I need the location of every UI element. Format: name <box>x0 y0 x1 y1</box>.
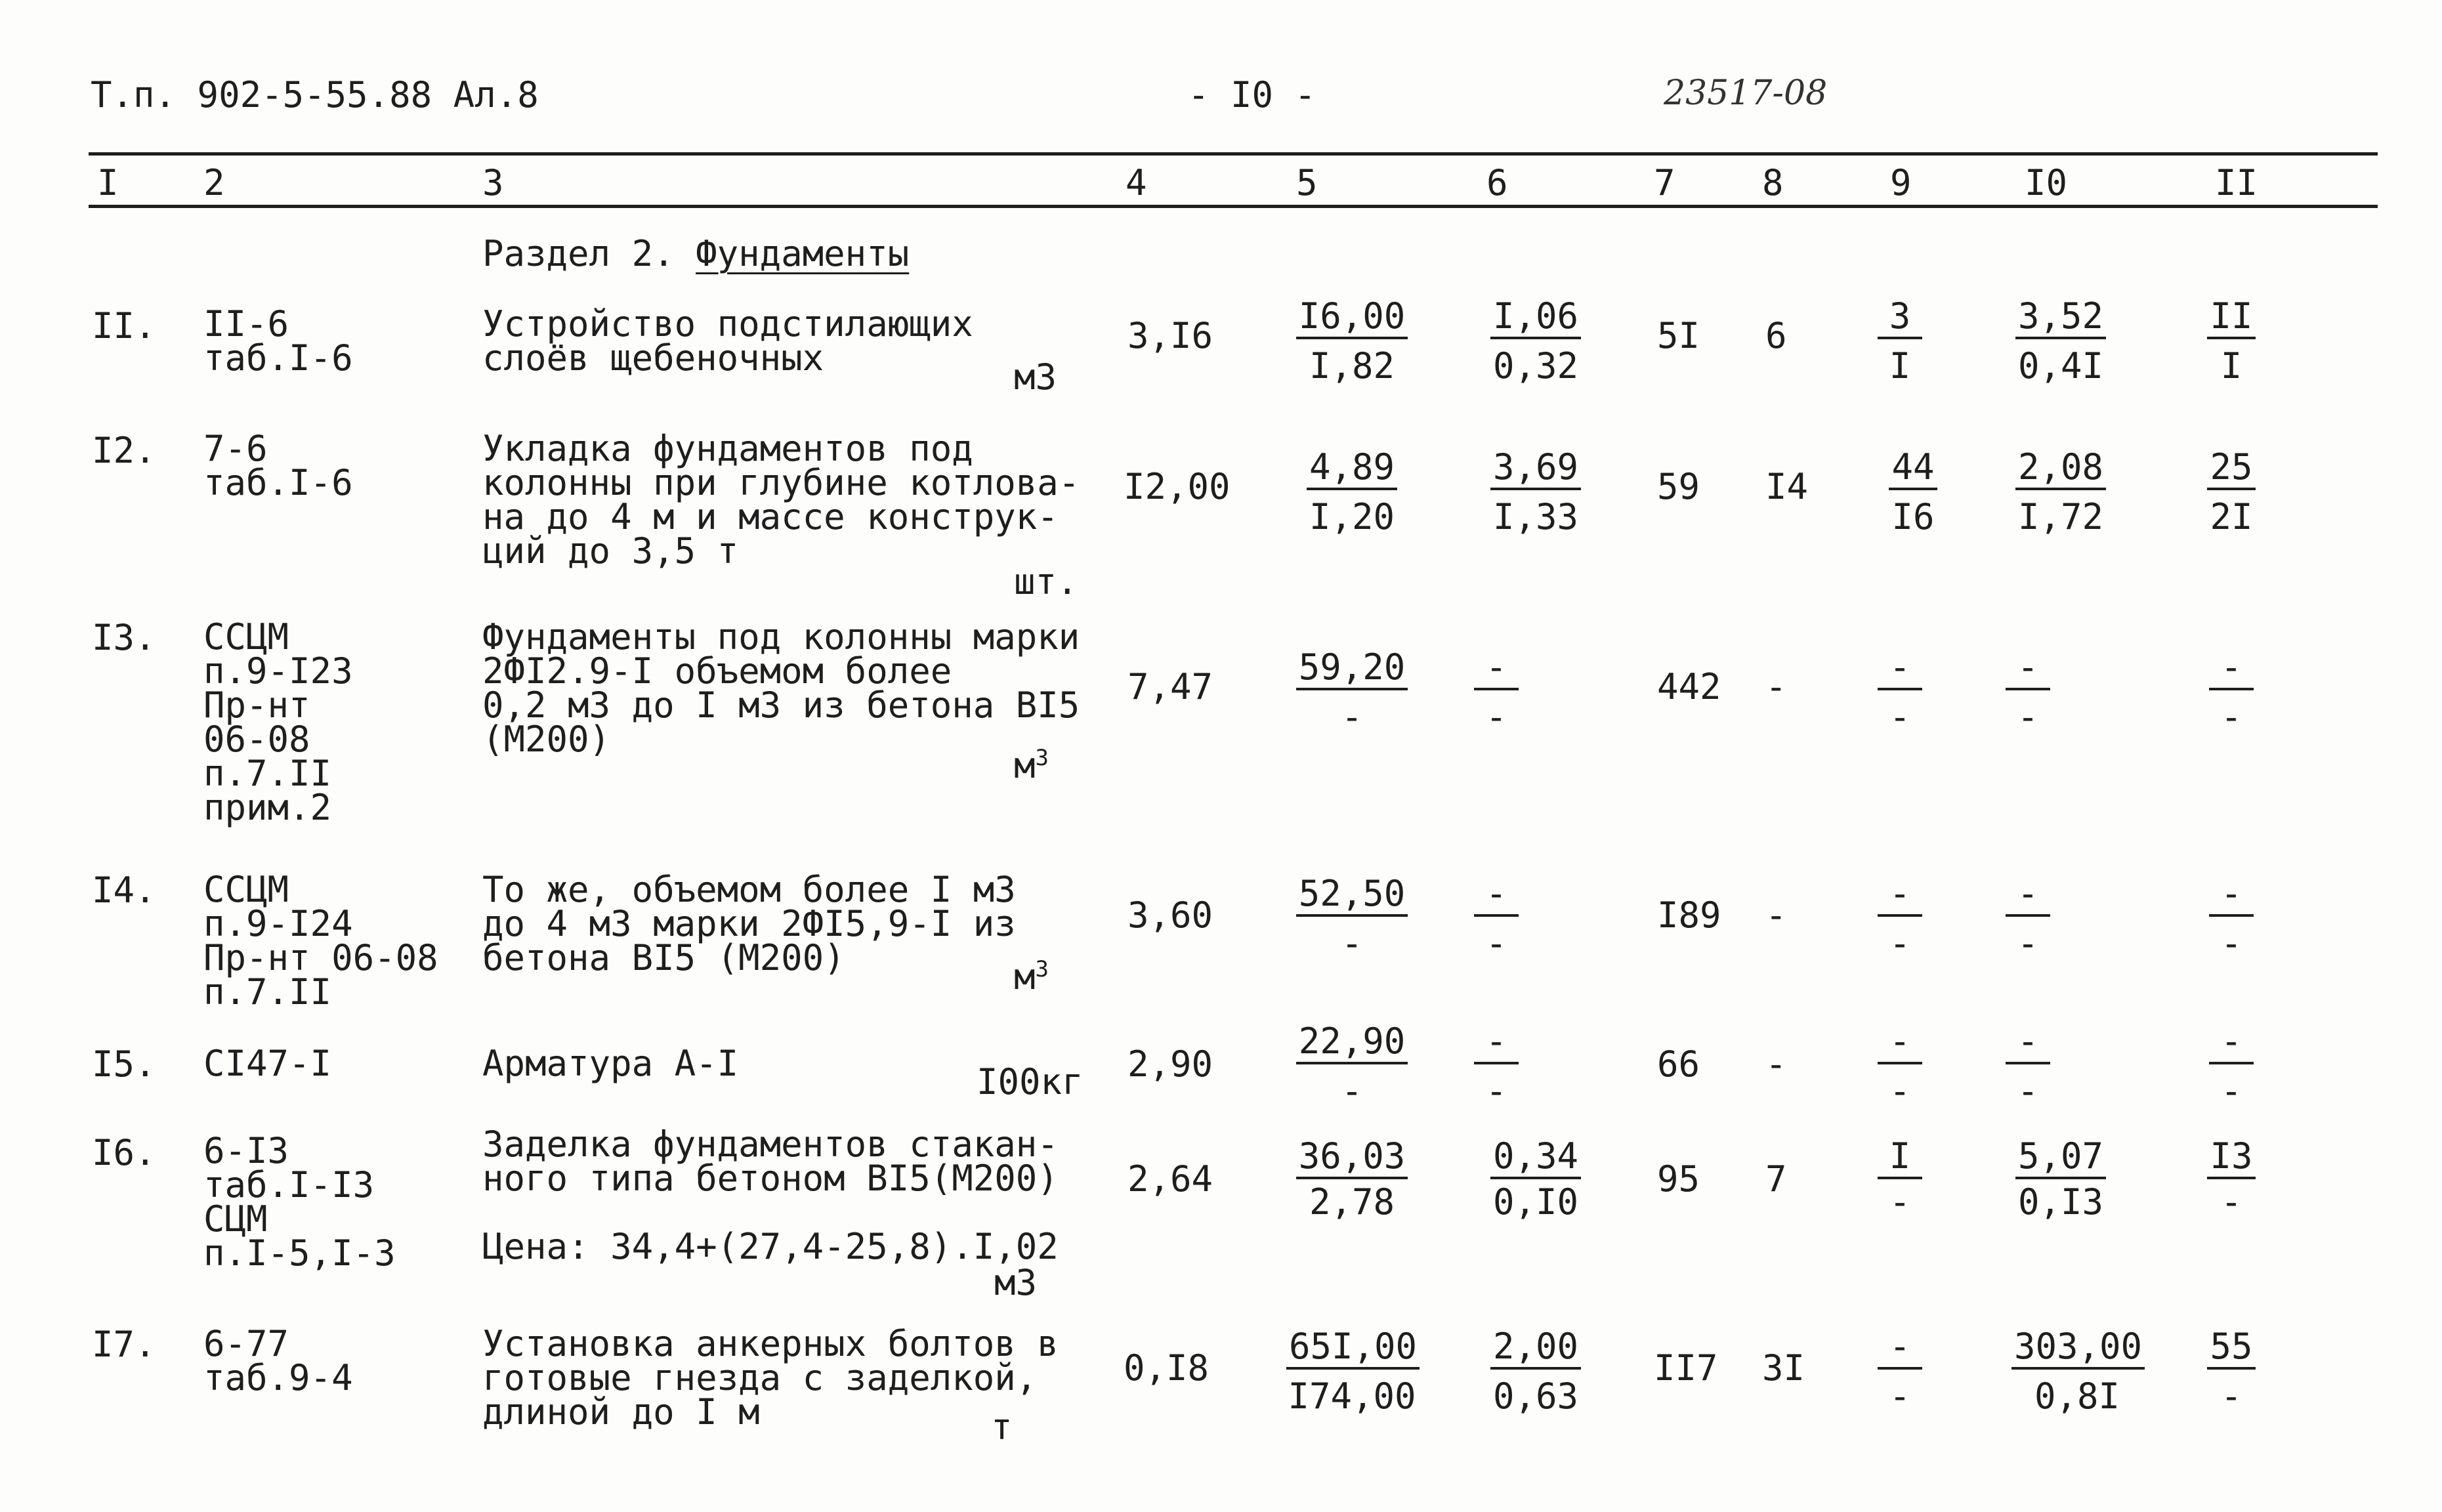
col5-bottom: - <box>1341 696 1363 738</box>
col8-value: 3I <box>1762 1347 1805 1389</box>
col6-fraction <box>1431 873 1562 964</box>
col6-bottom: - <box>1485 923 1507 964</box>
col6-bottom: I,33 <box>1492 496 1579 537</box>
col11-top: II <box>2207 299 2255 339</box>
unit: шт. <box>1014 561 1078 602</box>
col10-top: 5,07 <box>2015 1139 2106 1179</box>
price-code: 6-77 таб.9-4 <box>203 1323 353 1398</box>
quantity: I2,00 <box>1124 466 1231 507</box>
unit-superscript: 3 <box>1035 745 1049 771</box>
quantity: 7,47 <box>1127 666 1213 707</box>
row-number: I3. <box>92 617 156 658</box>
work-description: То же, объемом более I м3 до 4 м3 марки 2ФI5,9-I из бетона BI5 (М200) <box>482 869 1016 978</box>
col6-top: 3,69 <box>1490 450 1581 490</box>
row-number: I4. <box>92 870 156 911</box>
col5-top: I6,00 <box>1296 299 1408 339</box>
work-description: Заделка фундаментов стакан- ного типа бетоном BI5(М200) Цена: 34,4+(27,4-25,8).I,02 <box>482 1124 1059 1267</box>
section-prefix: Раздел 2. <box>482 233 696 274</box>
unit <box>1014 745 1049 786</box>
row-number: II. <box>92 305 156 346</box>
col9-top: - <box>1878 650 1922 690</box>
col9-bottom: I6 <box>1891 496 1935 537</box>
col11-bottom: - <box>2220 1181 2242 1223</box>
col10-fraction <box>1995 1135 2126 1223</box>
col-header-3: 3 <box>482 162 504 203</box>
col6-fraction <box>1431 646 1562 738</box>
col10-top: 2,08 <box>2015 450 2106 490</box>
col11-top: 55 <box>2207 1329 2255 1370</box>
col7-value: 442 <box>1657 666 1721 707</box>
col9-top: - <box>1878 1024 1922 1064</box>
col10-bottom: - <box>2017 1070 2039 1112</box>
col8-value: - <box>1765 666 1787 707</box>
col10-bottom: 0,I3 <box>2017 1181 2104 1223</box>
col10-bottom: - <box>2017 696 2039 738</box>
col11-fraction <box>2166 1020 2297 1112</box>
row-number: I2. <box>92 430 156 471</box>
col9-fraction <box>1834 295 1966 387</box>
col6-top: I,06 <box>1490 299 1581 339</box>
col5-top: 22,90 <box>1296 1024 1408 1064</box>
table-header-rule <box>89 205 2378 208</box>
col10-fraction <box>1962 873 2094 964</box>
col9-bottom: - <box>1889 1181 1911 1223</box>
col9-fraction <box>1834 646 1966 738</box>
col8-value: 7 <box>1765 1158 1787 1200</box>
col6-fraction <box>1470 1135 1601 1223</box>
col11-fraction <box>2166 646 2297 738</box>
col10-bottom: - <box>2017 923 2039 964</box>
col7-value: 5I <box>1657 315 1700 356</box>
col10-fraction <box>1995 446 2126 537</box>
col-header-11: II <box>2215 162 2258 203</box>
col9-fraction <box>1834 1135 1966 1223</box>
work-description: Укладка фундаментов под колонны при глубине котлова- на до 4 м и массе конструк- ций до 3,5 т <box>482 428 1080 572</box>
col9-bottom: - <box>1889 923 1911 964</box>
col7-value: II7 <box>1654 1347 1718 1389</box>
col-header-9: 9 <box>1890 162 1912 203</box>
unit-base: м <box>1014 956 1036 998</box>
unit: т <box>991 1406 1013 1448</box>
row-number: I7. <box>92 1324 156 1365</box>
quantity: 0,I8 <box>1124 1347 1210 1389</box>
col-header-2: 2 <box>203 162 225 203</box>
work-description: Фундаменты под колонны марки 2ФI2.9-I объемом более 0,2 м3 до I м3 из бетона BI5 (М200) <box>482 616 1080 760</box>
price-code: 6-I3 таб.I-I3 СЦМ п.I-5,I-3 <box>203 1130 396 1274</box>
page-number: - I0 - <box>1188 74 1316 116</box>
col6-top: - <box>1474 650 1519 690</box>
col5-bottom: - <box>1341 1070 1363 1112</box>
row-number: I6. <box>92 1132 156 1173</box>
col6-fraction <box>1470 295 1601 387</box>
col10-top: - <box>2006 876 2050 917</box>
col9-top: 44 <box>1889 450 1937 490</box>
col-header-8: 8 <box>1762 162 1784 203</box>
price-code: ССЦМ п.9-I24 Пр-нт 06-08 п.7.II <box>203 869 438 1013</box>
col6-top: - <box>1474 876 1519 917</box>
col11-bottom: - <box>2220 923 2242 964</box>
col8-value: - <box>1765 894 1787 936</box>
col9-bottom: - <box>1889 1070 1911 1112</box>
col5-bottom: 2,78 <box>1309 1181 1395 1223</box>
col11-fraction <box>2166 1326 2297 1417</box>
col-header-6: 6 <box>1486 162 1508 203</box>
price-code: 7-6 таб.I-6 <box>203 428 353 503</box>
handwritten-inventory-number: 23517-08 <box>1664 74 1828 113</box>
col10-top: - <box>2006 650 2050 690</box>
col9-fraction <box>1834 1020 1966 1112</box>
col11-fraction <box>2166 873 2297 964</box>
col11-bottom: 2I <box>2210 496 2253 537</box>
price-code: II-6 таб.I-6 <box>203 303 353 379</box>
col5-top: 59,20 <box>1296 650 1408 690</box>
col9-fraction <box>1834 873 1966 964</box>
col6-top: - <box>1474 1024 1519 1064</box>
price-code: ССЦМ п.9-I23 Пр-нт 06-08 п.7.II прим.2 <box>203 616 353 828</box>
col5-bottom: - <box>1341 923 1363 964</box>
col10-fraction <box>1995 295 2126 387</box>
col-header-5: 5 <box>1296 162 1318 203</box>
quantity: 2,64 <box>1127 1158 1213 1200</box>
col10-fraction <box>1962 646 2094 738</box>
col11-top: I3 <box>2207 1139 2255 1179</box>
col11-bottom: I <box>2220 345 2242 387</box>
col10-bottom: 0,8I <box>2034 1376 2120 1417</box>
col9-top: - <box>1878 1329 1922 1370</box>
col9-fraction <box>1834 1326 1966 1417</box>
col9-bottom: - <box>1889 696 1911 738</box>
table-top-rule <box>89 152 2378 156</box>
col-header-10: I0 <box>2025 162 2068 203</box>
work-description: Устройство подстилающих слоёв щебеночных <box>482 303 973 379</box>
col5-fraction <box>1286 1020 1418 1112</box>
col10-top: 3,52 <box>2015 299 2106 339</box>
col6-fraction <box>1470 446 1601 537</box>
col10-bottom: I,72 <box>2017 496 2104 537</box>
col9-bottom: - <box>1889 1376 1911 1417</box>
price-code: CI47-I <box>203 1043 332 1084</box>
col9-bottom: I <box>1889 345 1911 387</box>
col7-value: I89 <box>1657 894 1721 936</box>
col5-fraction <box>1286 1135 1418 1223</box>
col10-fraction <box>1962 1020 2094 1112</box>
row-number: I5. <box>92 1043 156 1085</box>
col6-top: 2,00 <box>1490 1329 1581 1370</box>
quantity: 2,90 <box>1127 1043 1213 1085</box>
col11-bottom: - <box>2220 696 2242 738</box>
col6-top: 0,34 <box>1490 1139 1581 1179</box>
unit: I00кг <box>977 1061 1084 1102</box>
unit: м3 <box>994 1262 1038 1303</box>
col11-fraction <box>2166 1135 2297 1223</box>
col7-value: 66 <box>1657 1043 1700 1085</box>
col9-top: - <box>1878 876 1922 917</box>
unit: м3 <box>1014 356 1057 398</box>
col6-bottom: 0,I0 <box>1492 1181 1579 1223</box>
col5-fraction <box>1286 873 1418 964</box>
col8-value: - <box>1765 1043 1787 1085</box>
col-header-7: 7 <box>1654 162 1675 203</box>
col-header-1: I <box>97 162 119 203</box>
col11-top: - <box>2209 876 2254 917</box>
col5-fraction <box>1286 646 1418 738</box>
col5-fraction <box>1286 1326 1418 1417</box>
col10-top: 303,00 <box>2011 1329 2145 1370</box>
col11-top: - <box>2209 650 2254 690</box>
col5-bottom: I,20 <box>1309 496 1395 537</box>
col5-top: 52,50 <box>1296 876 1408 917</box>
col10-top: - <box>2006 1024 2050 1064</box>
col9-fraction <box>1847 446 1979 537</box>
col10-fraction <box>2011 1326 2143 1417</box>
work-description: Установка анкерных болтов в готовые гнезда с заделкой, длиной до I м <box>482 1323 1059 1433</box>
col5-top: 65I,00 <box>1286 1329 1420 1370</box>
document-code: Т.п. 902-5-55.88 Ал.8 <box>91 74 539 116</box>
col-header-4: 4 <box>1126 162 1147 203</box>
col11-bottom: - <box>2220 1376 2242 1417</box>
col9-top: 3 <box>1878 299 1922 339</box>
unit <box>1014 956 1049 998</box>
col5-bottom: I74,00 <box>1288 1376 1416 1417</box>
col9-top: I <box>1878 1139 1922 1179</box>
quantity: 3,I6 <box>1127 315 1213 356</box>
col11-top: - <box>2209 1024 2254 1064</box>
col11-top: 25 <box>2207 450 2255 490</box>
col6-bottom: - <box>1485 696 1507 738</box>
col5-top: 4,89 <box>1307 450 1397 490</box>
col7-value: 95 <box>1657 1158 1700 1200</box>
col11-fraction <box>2166 295 2297 387</box>
section-name: Фундаменты <box>696 233 910 274</box>
col7-value: 59 <box>1657 466 1700 507</box>
unit-superscript: 3 <box>1035 956 1049 982</box>
col5-top: 36,03 <box>1296 1139 1408 1179</box>
quantity: 3,60 <box>1127 894 1213 936</box>
col11-bottom: - <box>2220 1070 2242 1112</box>
col5-fraction <box>1286 295 1418 387</box>
col10-bottom: 0,4I <box>2017 345 2104 387</box>
section-title <box>482 233 910 274</box>
col5-bottom: I,82 <box>1309 345 1395 387</box>
unit-base: м <box>1014 745 1036 786</box>
col8-value: 6 <box>1765 315 1787 356</box>
col6-bottom: - <box>1485 1070 1507 1112</box>
col6-fraction <box>1470 1326 1601 1417</box>
col6-bottom: 0,63 <box>1492 1376 1579 1417</box>
work-description: Арматура А-I <box>482 1043 739 1084</box>
col6-fraction <box>1431 1020 1562 1112</box>
col11-fraction <box>2166 446 2297 537</box>
col5-fraction <box>1286 446 1418 537</box>
col8-value: I4 <box>1765 466 1809 507</box>
col6-bottom: 0,32 <box>1492 345 1579 387</box>
